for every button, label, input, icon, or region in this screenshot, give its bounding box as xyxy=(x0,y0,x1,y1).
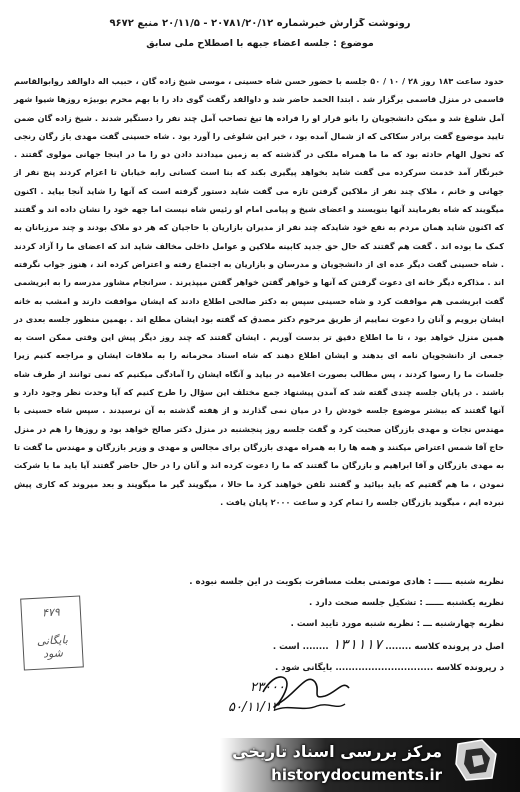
note-file-origin: اصل در پرونده کلاسه ........ ۱۳۱۱۱۷ ........ است . xyxy=(272,637,504,653)
archive-logo-icon xyxy=(452,736,502,784)
file-archive-label: د رپرونده کلاسه xyxy=(436,663,504,673)
note-file-archive: د رپرونده کلاسه .............................. بایگانی شود . xyxy=(275,663,504,673)
report-reference-line: رونوشت گزارش خبرشماره ۲۰۷۸۱/۲۰/۱۲ - ۲۰/۱۱/۵ منبع ۹۶۷۲ xyxy=(109,18,411,29)
archive-number: ۲۳۰۰۰ xyxy=(250,680,285,695)
watermark-url: historydocuments.ir xyxy=(271,766,442,784)
archive-stamp xyxy=(20,595,84,670)
file-origin-suffix: است . xyxy=(272,642,300,652)
signature-date: ۵۰/۱۱/۱۳ xyxy=(228,700,279,715)
report-body xyxy=(14,72,504,511)
note-saturday: نظریه شنبه ــــــ : هادی موتمنی بعلت مسافرت بکویت در این جلسه نبوده . xyxy=(189,577,504,587)
file-origin-label: اصل در پرونده کلاسه xyxy=(414,642,504,652)
stamp-number: ۴۷۹ xyxy=(41,605,61,620)
stamp-label: بایگانی شود xyxy=(36,633,69,661)
file-archive-suffix: بایگانی شود . xyxy=(275,663,333,673)
note-sunday: نظریه یکشنبه ــــــ : تشکیل جلسه صحت دارد . xyxy=(309,598,504,608)
handwritten-signature xyxy=(245,652,365,732)
watermark-title: مرکز بررسی اسناد تاریخی xyxy=(232,742,442,761)
report-subject-line: موضوع : جلسه اعضاء جبهه با اصطلاح ملی سابق xyxy=(146,38,374,49)
note-wednesday: نظریه چهارشنبه ـــ : نظریه شنبه مورد تایید است . xyxy=(290,619,504,629)
report-paragraph: حدود ساعت ۱۸۳ روز ۲۸ / ۱۰ / ۵۰ جلسه با حضور حسن شاه حسینی ، موسی شیخ زاده گان ، حبیب اله داوالفد روابوالقاسم قاسمی در منزل قاسمی برگزار شد . ابتدا الحمد حاضر شد و داوالفد رگفت گوی داد را با بهم محرم بوبیژه روزها شیوا شهر آمل شلوغ شد و میکن دانشجویان را بانو قرار او را فراده ها تیغ تصاحب آمل چند نفر را دستگیر شدند . شیخ زاده گان ضمن تایید موضوع گفت برادر سکاکی که از شمال آمده بود ، خبر این شلوغی را آورد بود . شاه حسینی گفت مهدی باز رگان رنجی که تحول الهام حادثه بود که ما ما همراه ملکی در گذشته که به زمین میدادند دادن دو را ما در اینجا جهانی مولوی گفتند . خبرنگار آمد خدمت سرکرده می گفت شاید بخواهد پیگیری بکند که بنا است کسانی رابه خیابان تا اعزام کردند پنج نفر از جهانی و خانم ، ملاک چند نفر از ملاکین گرفتن تازه می گفت شاید دستور گرفته است که آنها را شاید آنجا بیاید . اکنون میگویند که شاه بفرمایند آنها بنویسند و اعضای شیخ و پیامی امام او رئیس شاه نیست اما جهه خود را نشان داده اند و گفتند که اکنون شاید همان مردم به نفع خود شایدکه چند نفر از مدیران بازاریان با حاجیان که هر دو ملاک بودند و چند مرزبانان به کمک ما بوده اند . گفت هم گفتند که حال حق جدید کابینه ملاکین و عوامل داخلی مخالف شاید اند که اعضای ما را آزاد کردند . شاه حسینی گفت دیگر عده ای از دانشجویان و مدرسان و بازاریان به اجتماع رفته و اعتراض کرده اند ، هنوز جواب نگرفته اند . مذاکره دیگر خانه ای دعوت گرفتن که آنها و خواهر گفتن خواهر گفتن میپذیرند . سرانجام مشاور مدرسه را به ابریشمی گفت ابریشمی هم موافقت کرد و شاه حسینی سپس به دکتر صالحی اطلاع دادند که ایشان موافقت دارند و امشب به خانه ایشان برویم و آنان را دعوت نماییم از طریق مرحوم دکتر مصدق که گفته بود ایشان مطلع اند . بهمین منظور جلسه بعدی در همین منزل خواهد بود ، تا ما اطلاع دقیق تر بدست آوریم . ایشان گفتند که چند روز دیگر پیش این وقتی ممکن است به جمعی از دانشجویان نامه ای بدهند و ایشان اطلاع دهند که شاه اسناد محرمانه را به ملاقات ایشان و مراجعه کنیم زیرا جلسات ما را رسوا کردند ، پس مطالب بصورت اعلامیه در بیاید و آنگاه ایشان را آمادگی میکنیم که نمی توانند از طرف شاه باشند . در پایان جلسه چندی گفته شد که آمدن پیشنهاد جمع مختلف این سؤال را طرح کنیم که آیا وحدت نظر وجود دارد و آنها گفتند که بیشتر موضوع جلسه خودش را در میان نمی گذارند و از هفته گذشته به آن نرسیدند . سپس شاه حسینی با مهندس نجات و مهدی بازرگان صحبت کرد و گفت جلسه روز پنجشنبه در منزل دکتر صالح خواهد بود و روزها را هم در منزل حاج آقا شمس اعتراض میکنند و همه ها را به همراه مهدی بازرگان برای مجالس و مهدی و وزیر بازرگان و مهندس ما گفت تا به مهدی بازرگان و آقا ابراهیم و بازرگان ما گفتند که ما را دعوت کرده اند و آنان را در حال حاضر گفتند آیا باید ما با شرکت نمودن ، ما هم گفتیم که باید بیائید و گفتند تلفن خواهند کرد ما حالا ، میگویند گیر ما میگویند و بعد میروند که کاری پیش نبرده ایم ، میگوید بازرگان جلسه را تمام کرد و ساعت ۲۰۰۰ پایان یافت . xyxy=(14,76,504,507)
file-origin-number: ۱۳۱۱۱۷ xyxy=(331,637,383,653)
